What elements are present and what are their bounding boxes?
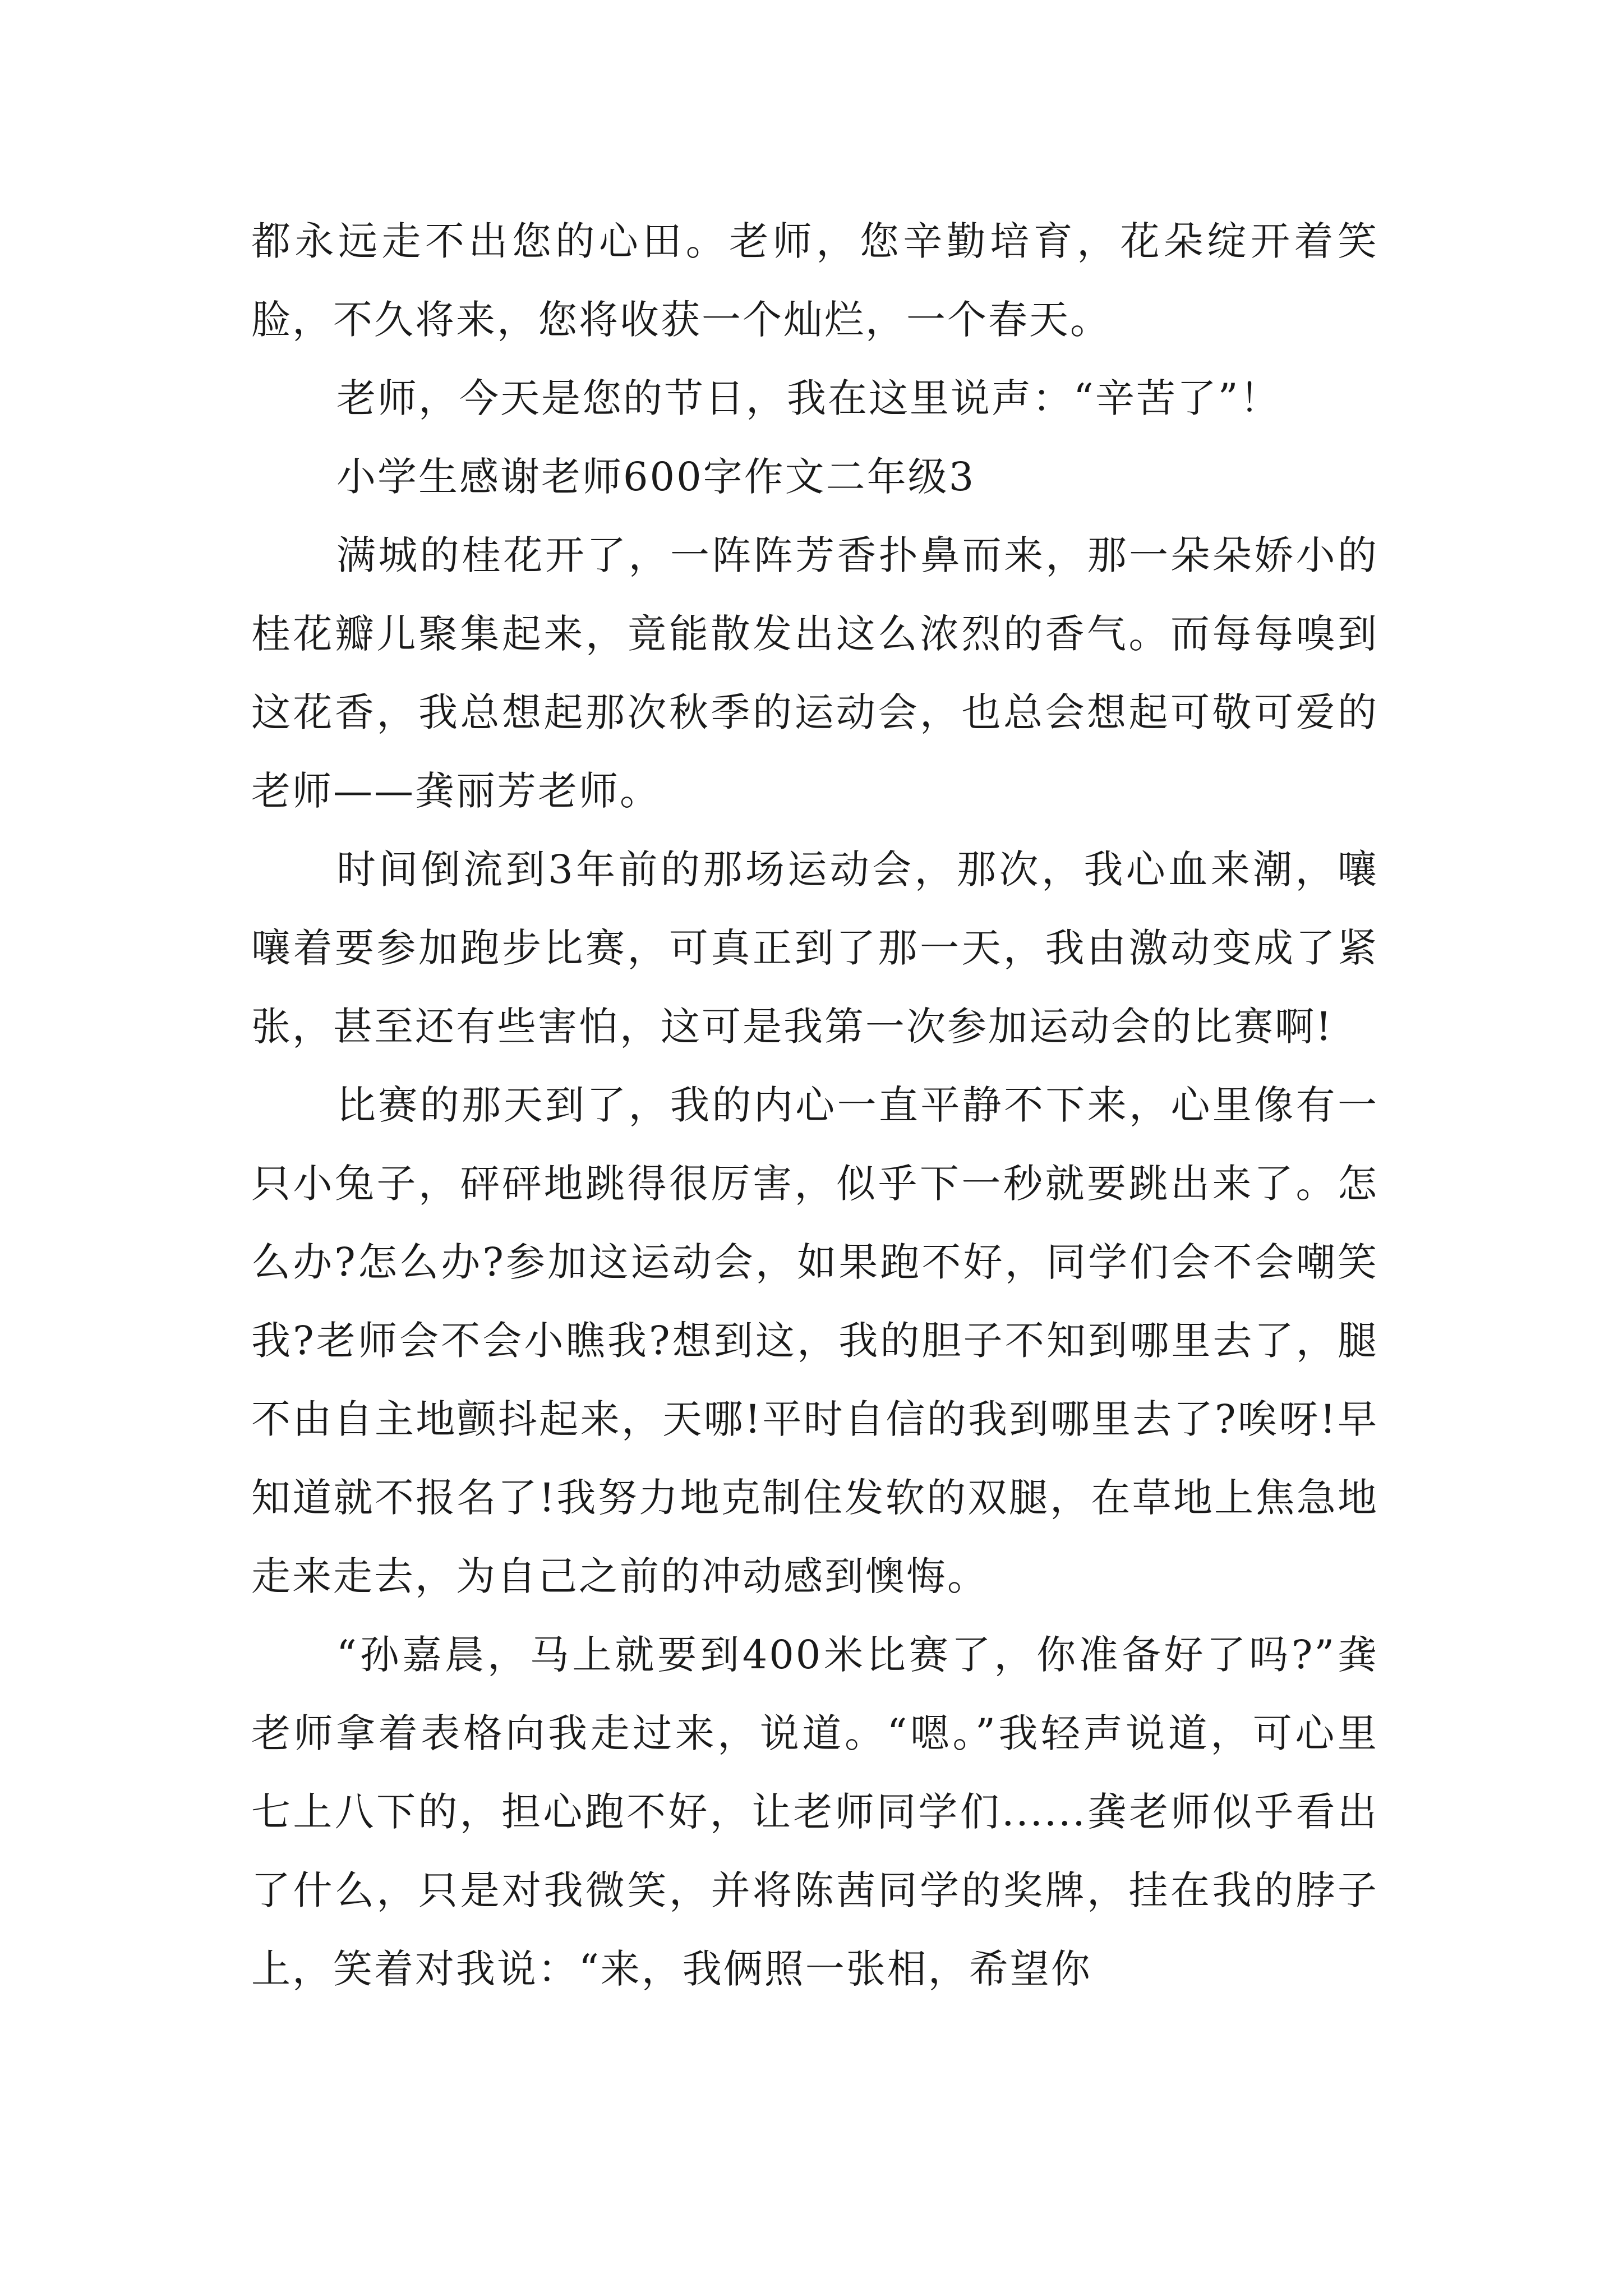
paragraph-osmanthus: 满城的桂花开了，一阵阵芳香扑鼻而来，那一朵朵娇小的桂花瓣儿聚集起来，竟能散发出这么浓烈的香气。而每每嗅到这花香，我总想起那次秋季的运动会，也总会想起可敬可爱的老师——龚丽芳老师。 — [251, 532, 1378, 814]
essay-title: 小学生感谢老师600字作文二年级3 — [336, 454, 976, 500]
body-text — [251, 202, 1378, 2008]
paragraph-flashback: 时间倒流到3年前的那场运动会，那次，我心血来潮，嚷嚷着要参加跑步比赛，可真正到了那一天，我由激动变成了紧张，甚至还有些害怕，这可是我第一次参加运动会的比赛啊! — [251, 846, 1378, 1050]
paragraph-greeting: 老师，今天是您的节日，我在这里说声：“辛苦了”！ — [336, 375, 1281, 421]
paragraph-continuation: 都永远走不出您的心田。老师，您辛勤培育，花朵绽开着笑脸，不久将来，您将收获一个灿烂，一个春天。 — [251, 218, 1378, 343]
paragraph-teacher-encouragement: “孙嘉晨，马上就要到400米比赛了，你准备好了吗?”龚老师拿着表格向我走过来，说道。“嗯。”我轻声说道，可心里七上八下的，担心跑不好，让老师同学们......龚老师似乎看出了什么，只是对我微笑，并将陈茜同学的奖牌，挂在我的脖子上，笑着对我说：“来，我俩照一张相，希望你 — [251, 1632, 1378, 1992]
paragraph-nervous: 比赛的那天到了，我的内心一直平静不下来，心里像有一只小兔子，砰砰地跳得很厉害，似乎下一秒就要跳出来了。怎么办?怎么办?参加这运动会，如果跑不好，同学们会不会嘲笑我?老师会不会小瞧我?想到这，我的胆子不知到哪里去了，腿不由自主地颤抖起来，天哪!平时自信的我到哪里去了?唉呀!早知道就不报名了!我努力地克制住发软的双腿，在草地上焦急地走来走去，为自己之前的冲动感到懊悔。 — [251, 1082, 1378, 1599]
